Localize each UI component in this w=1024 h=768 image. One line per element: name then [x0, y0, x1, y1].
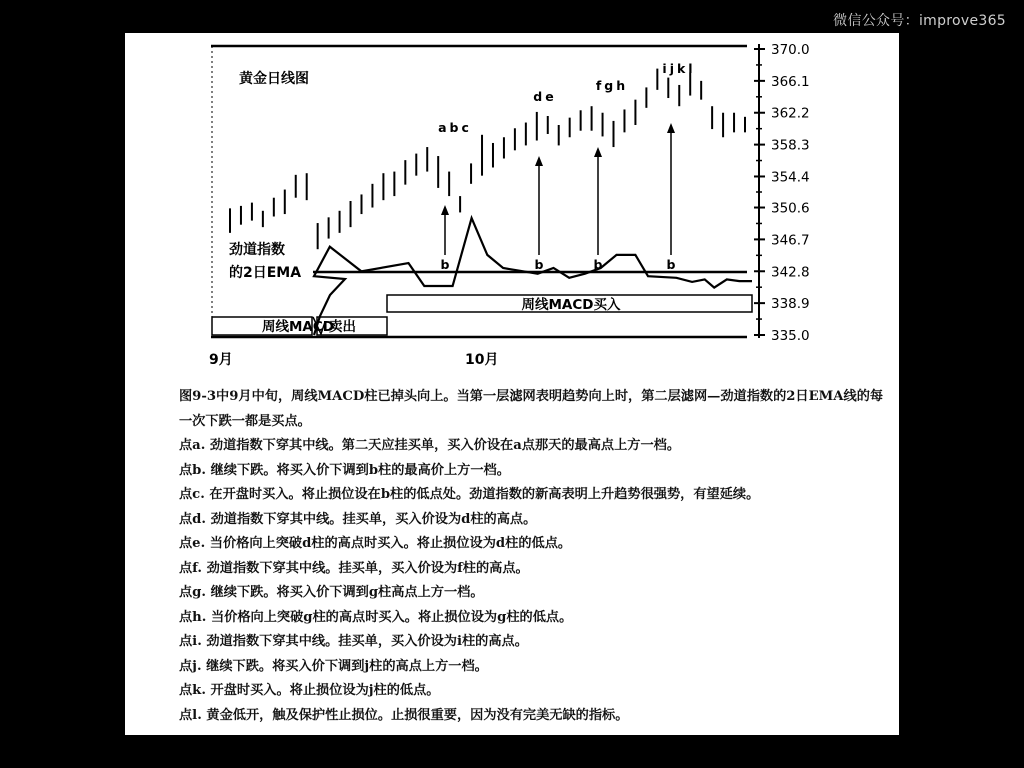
y-axis-label: 362.2 [771, 105, 810, 122]
arrow-head [535, 156, 543, 166]
arrow-head [667, 123, 675, 133]
y-axis-label: 335.0 [771, 328, 810, 344]
caption-intro: 图9-3中9月中旬，周线MACD柱已掉头向上。当第一层滤网表明趋势向上时，第二层滤网—劲道指数的2日EMA线的每一次下跌一都是买点。 [179, 389, 884, 429]
y-axis-label: 354.4 [771, 169, 810, 186]
macd-sell-label-2: 卖出 [329, 319, 356, 335]
b-mark: b [440, 257, 450, 272]
ema-label-line2: 的2日EMA [229, 265, 302, 281]
arrow-head [594, 147, 602, 157]
ema-label-line1: 劲道指数 [229, 242, 285, 258]
b-mark: b [666, 257, 676, 272]
caption-point-b: 点b. 继续下跌。将买入价下调到b柱的最高价上方一档。 [179, 462, 510, 478]
b-mark: b [534, 257, 544, 272]
caption-point-l: 点l. 黄金低开，触及保护性止损位。止损很重要，因为没有完美无缺的指标。 [179, 707, 629, 723]
caption-point-c: 点c. 在开盘时买入。将止损位设在b柱的低点处。劲道指数的新高表明上升趋势很强势，有望延续。 [179, 487, 760, 502]
y-axis-label: 370.0 [771, 42, 810, 58]
y-axis-label: 366.1 [771, 73, 810, 90]
y-axis-label: 346.7 [771, 232, 810, 249]
b-mark: b [593, 257, 603, 272]
point-label: de [533, 89, 557, 104]
caption [179, 385, 889, 728]
caption-point-f: 点f. 劲道指数下穿其中线。挂买单，买入价设为f柱的高点。 [179, 560, 529, 576]
y-axis-label: 342.8 [771, 264, 810, 281]
caption-point-i: 点i. 劲道指数下穿其中线。挂买单，买入价设为i柱的高点。 [179, 634, 528, 649]
figure-panel [125, 33, 899, 735]
y-axis-label: 350.6 [771, 200, 810, 217]
caption-point-k: 点k. 开盘时买入。将止损位设为j柱的低点。 [179, 683, 440, 698]
caption-point-g: 点g. 继续下跌。将买入价下调到g柱高点上方一档。 [179, 585, 484, 600]
point-label: fgh [595, 78, 629, 93]
caption-point-j: 点j. 继续下跌。将买入价下调到j柱的高点上方一档。 [179, 658, 488, 674]
macd-sell-label: 周线MACD [262, 319, 334, 335]
caption-point-e: 点e. 当价格向上突破d柱的高点时买入。将止损位设为d柱的低点。 [179, 536, 572, 551]
caption-point-h: 点h. 当价格向上突破g柱的高点时买入。将止损位设为g柱的低点。 [179, 609, 573, 625]
chart-title: 黄金日线图 [239, 71, 309, 87]
point-label: ijkl [662, 61, 696, 76]
y-axis-label: 358.3 [771, 137, 810, 154]
arrow-head [441, 205, 449, 215]
point-label: abc [438, 120, 472, 135]
x-label-sep: 9月 [209, 352, 233, 368]
macd-buy-label: 周线MACD买入 [521, 297, 621, 313]
caption-point-a: 点a. 劲道指数下穿其中线。第二天应挂买单，买入价设在a点那天的最高点上方一档。 [179, 438, 681, 453]
gold-daily-chart [125, 33, 899, 383]
caption-point-d: 点d. 劲道指数下穿其中线。挂买单，买入价设为d柱的高点。 [179, 511, 537, 527]
y-axis-label: 338.9 [771, 296, 810, 313]
x-label-oct: 10月 [465, 352, 499, 368]
watermark: 微信公众号：improve365 [833, 13, 1006, 29]
